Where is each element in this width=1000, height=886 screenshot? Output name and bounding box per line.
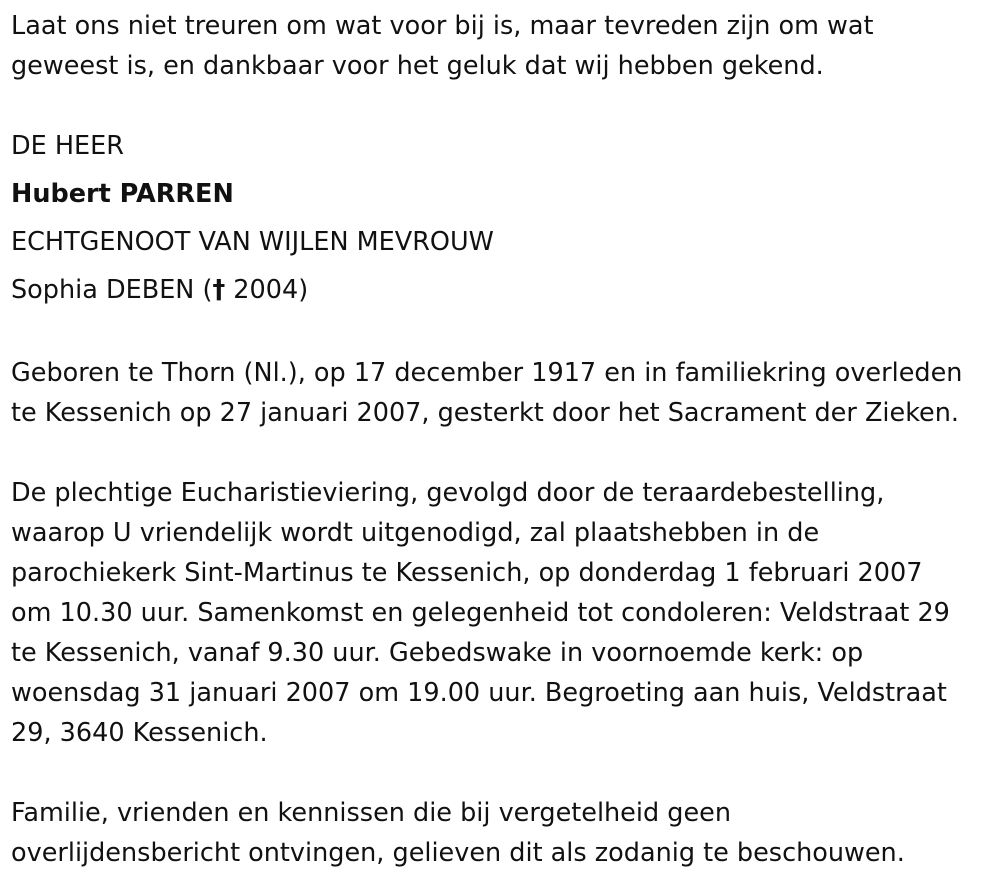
spacer [11, 86, 1000, 122]
closing-line-2: overlijdensbericht ontvingen, gelieven dit als zodanig te beschouwen. [11, 838, 905, 868]
deceased-title: DE HEER [11, 131, 124, 161]
motto-line-2: geweest is, en dankbaar voor het geluk dat wij hebben gekend. [11, 51, 824, 81]
spouse-line [11, 266, 1000, 314]
motto-line-1: Laat ons niet treuren om wat voor bij is, maar tevreden zijn om wat [11, 11, 874, 41]
spouse-name: Sophia DEBEN ( [11, 275, 213, 305]
deceased-name: Hubert PARREN [11, 179, 234, 209]
ceremony-line-2: waarop U vriendelijk wordt uitgenodigd, zal plaatshebben in de [11, 518, 820, 548]
spouse-death-year: 2004) [225, 275, 309, 305]
ceremony-line-1: De plechtige Eucharistieviering, gevolgd door de teraardebestelling, [11, 478, 885, 508]
ceremony-paragraph [11, 473, 1000, 753]
ceremony-line-7: 29, 3640 Kessenich. [11, 718, 268, 748]
deceased-block [11, 122, 1000, 314]
spacer [11, 314, 1000, 353]
spacer [11, 753, 1000, 793]
ceremony-line-5: te Kessenich, vanaf 9.30 uur. Gebedswake in voornoemde kerk: op [11, 638, 864, 668]
birth-death-line-2: te Kessenich op 27 januari 2007, gesterkt door het Sacrament der Zieken. [11, 398, 960, 428]
dagger-icon: † [212, 275, 226, 305]
motto-paragraph [11, 6, 1000, 86]
spouse-intro: ECHTGENOOT VAN WIJLEN MEVROUW [11, 227, 494, 257]
ceremony-line-4: om 10.30 uur. Samenkomst en gelegenheid tot condoleren: Veldstraat 29 [11, 598, 950, 628]
birth-death-line-1: Geboren te Thorn (Nl.), op 17 december 1917 en in familiekring overleden [11, 358, 963, 388]
closing-paragraph [11, 793, 1000, 873]
ceremony-line-6: woensdag 31 januari 2007 om 19.00 uur. Begroeting aan huis, Veldstraat [11, 678, 947, 708]
spacer [11, 433, 1000, 473]
ceremony-line-3: parochiekerk Sint-Martinus te Kessenich, op donderdag 1 februari 2007 [11, 558, 923, 588]
birth-death-paragraph [11, 353, 1000, 433]
closing-line-1: Familie, vrienden en kennissen die bij vergetelheid geen [11, 798, 731, 828]
